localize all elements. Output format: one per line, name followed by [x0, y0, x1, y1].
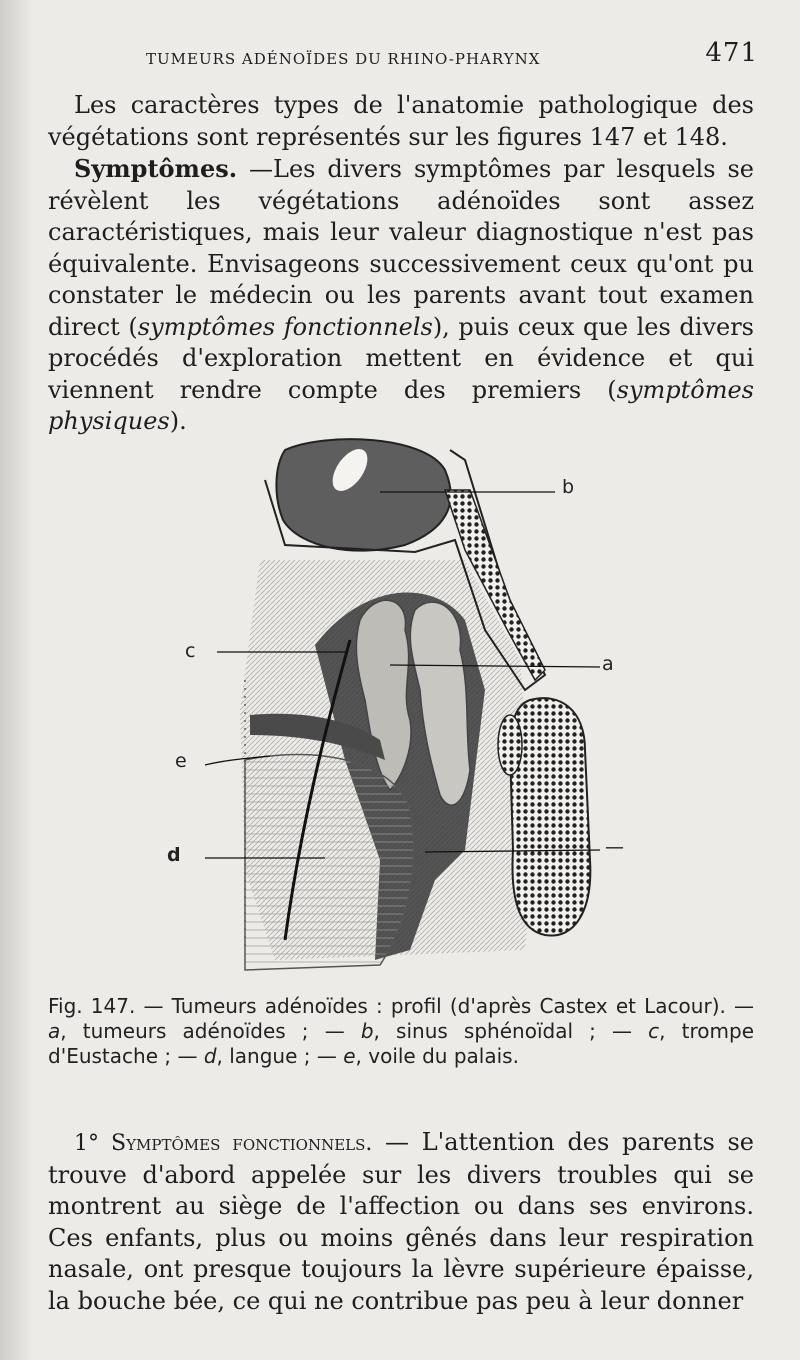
caption-text — [48, 994, 754, 1069]
symptoms-text-a: —Les divers symptômes par lesquels se révèlent les végétations adénoïdes sont assez caractéristiques, mais leur valeur diagnostique n'est pas équivalente. Envisageons successivement ceux qu'ont pu constater le médecin ou les parents avant tout examen direct ( — [48, 155, 754, 341]
caption-text-c: , trompe d'Eustache ; — — [48, 1019, 755, 1068]
caption-key-e: e — [343, 1044, 356, 1068]
figure-caption — [48, 994, 754, 1069]
body-text-bottom — [48, 1127, 754, 1317]
running-header — [146, 38, 758, 78]
paragraph-functional-symptoms — [48, 1127, 754, 1317]
figure-label-e: e — [175, 750, 187, 772]
figure-147 — [165, 430, 635, 980]
paragraph-symptoms-intro — [48, 153, 754, 438]
caption-text-a: , tumeurs adénoïdes ; — — [60, 1019, 361, 1043]
caption-key-b: b — [360, 1019, 374, 1043]
running-title: TUMEURS ADÉNOÏDES DU RHINO-PHARYNX — [146, 50, 541, 68]
caption-key-c: c — [648, 1019, 660, 1043]
section-heading-functional: 1° Symptômes fonctionnels. — [74, 1131, 373, 1156]
functional-text: — L'attention des parents se trouve d'abord appelée sur les divers troubles qui se montrent au siège de l'affection ou dans ses environs. Ces enfants, plus ou moins gênés dans leur respiration nasale, ont presque toujours la lèvre supérieure épaisse, la bouche bée, ce qui ne contribue pas peu à leur donner — [48, 1128, 754, 1315]
vertebra-arch — [498, 715, 522, 775]
tongue — [245, 754, 414, 970]
caption-key-d: d — [203, 1044, 217, 1068]
caption-text-b: , sinus sphénoïdal ; — — [373, 1019, 649, 1043]
page-gutter-shadow — [0, 0, 34, 1360]
caption-key-a: a — [48, 1019, 61, 1043]
symptoms-text-b: ), puis ceux que les divers procédés d'exploration mettent en évidence et qui viennent rendre compte des premiers ( — [48, 312, 754, 404]
caption-lead: Fig. 147. — Tumeurs adénoïdes : profil (d'après Castex et Lacour). — — [48, 994, 754, 1018]
figure-label-b: b — [562, 476, 575, 498]
caption-text-d: , langue ; — — [216, 1044, 344, 1068]
section-heading-symptoms: Symptômes. — [74, 154, 238, 183]
paragraph-figures-reference: Les caractères types de l'anatomie pathologique des végétations sont représentés sur les figures 147 et 148. — [48, 91, 754, 151]
page-number: 471 — [705, 38, 758, 68]
figure-label-c: c — [185, 640, 196, 662]
body-text-top — [48, 90, 754, 438]
anatomical-illustration — [165, 430, 635, 980]
figure-label-d: d — [167, 844, 181, 866]
caption-text-e: , voile du palais. — [355, 1044, 519, 1068]
vertebra — [510, 698, 590, 935]
symptoms-text-c: ). — [169, 407, 187, 435]
figure-label-dash: — — [605, 836, 624, 858]
symptoms-italic-physical: symptômes physiques — [48, 375, 754, 435]
symptoms-italic-functional: symptômes fonctionnels — [137, 312, 433, 341]
figure-label-a: a — [602, 653, 614, 675]
